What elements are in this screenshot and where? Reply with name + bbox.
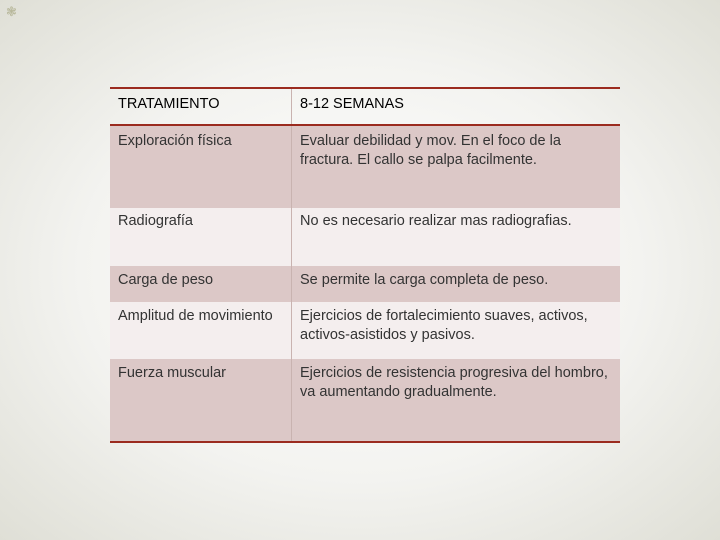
row-label: Radiografía: [110, 208, 292, 266]
row-value: Se permite la carga completa de peso.: [300, 272, 549, 288]
row-label: Fuerza muscular: [110, 359, 292, 441]
header-cell-weeks: 8-12 SEMANAS: [300, 96, 404, 112]
row-value: Ejercicios de fortalecimiento suaves, activos, activos-asistidos y pasivos.: [300, 308, 588, 343]
row-label: Carga de peso: [110, 266, 292, 302]
treatment-table: [110, 87, 620, 443]
row-value: Ejercicios de resistencia progresiva del hombro, va aumentando gradualmente.: [300, 365, 608, 400]
header-cell-treatment: TRATAMIENTO: [110, 89, 292, 124]
row-value: No es necesario realizar mas radiografias.: [300, 213, 572, 229]
table-row: [110, 208, 620, 266]
table-row: [110, 266, 620, 302]
row-label: Amplitud de movimiento: [110, 302, 292, 359]
row-value: Evaluar debilidad y mov. En el foco de la fractura. El callo se palpa facilmente.: [300, 133, 561, 168]
table-row: [110, 302, 620, 359]
table-row: [110, 126, 620, 208]
table-header-row: [110, 89, 620, 126]
flower-icon: ❃: [6, 4, 17, 19]
table-row: [110, 359, 620, 441]
row-label: Exploración física: [110, 126, 292, 208]
